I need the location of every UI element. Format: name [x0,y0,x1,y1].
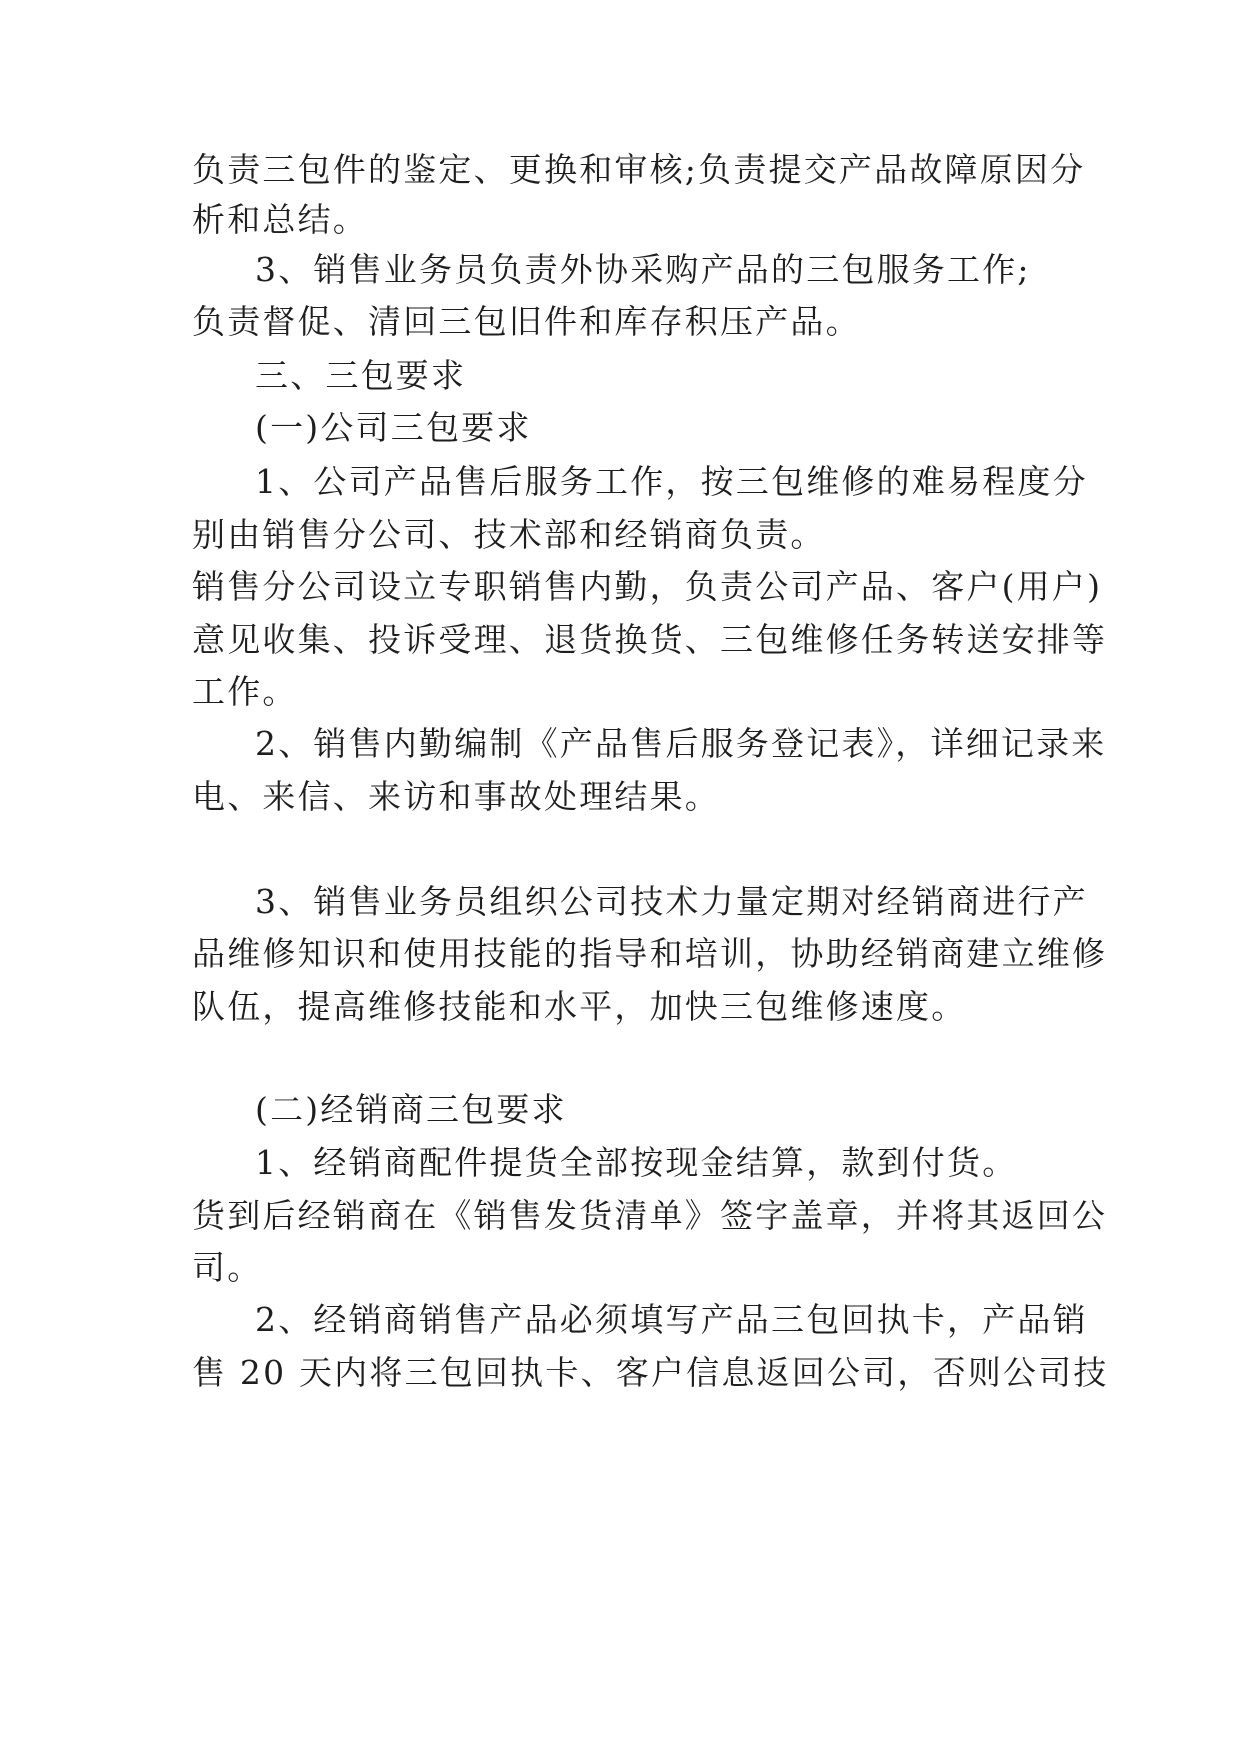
text-line: 2、经销商销售产品必须填写产品三包回执卡，产品销 [255,1300,1088,1339]
text-line: 2、销售内勤编制《产品售后服务登记表》，详细记录来 [255,724,1107,763]
text-line: 别由销售分公司、技术部和经销商负责。 [192,515,826,554]
text-line: 售 20 天内将三包回执卡、客户信息返回公司，否则公司技 [192,1353,1109,1392]
text-line: 销售分公司设立专职销售内勤，负责公司产品、客户(用户) [192,567,1103,606]
text-line: 3、销售业务员组织公司技术力量定期对经销商进行产 [255,882,1088,921]
text-line: 货到后经销商在《销售发货清单》签字盖章，并将其返回公 [192,1196,1108,1235]
text-line: 工作。 [192,672,298,711]
text-line: 电、来信、来访和事故处理结果。 [192,777,720,816]
text-line: 析和总结。 [192,200,368,239]
text-line: 负责三包件的鉴定、更换和审核;负责提交产品故障原因分 [192,150,1086,189]
text-line: 负责督促、清回三包旧件和库存积压产品。 [192,302,861,341]
text-line: 意见收集、投诉受理、退货换货、三包维修任务转送安排等 [192,620,1108,659]
text-line: 司。 [192,1248,263,1287]
text-line: 品维修知识和使用技能的指导和培训，协助经销商建立维修 [192,934,1108,973]
subsection-heading: (二)经销商三包要求 [255,1090,567,1129]
text-line: 3、销售业务员负责外协采购产品的三包服务工作; [255,250,1031,289]
text-line: 队伍，提高维修技能和水平，加快三包维修速度。 [192,987,967,1026]
text-line: 1、经销商配件提货全部按现金结算，款到付货。 [255,1143,1018,1182]
subsection-heading: (一)公司三包要求 [255,408,532,447]
text-line: 1、公司产品售后服务工作，按三包维修的难易程度分 [255,462,1088,501]
section-heading: 三、三包要求 [255,356,467,395]
